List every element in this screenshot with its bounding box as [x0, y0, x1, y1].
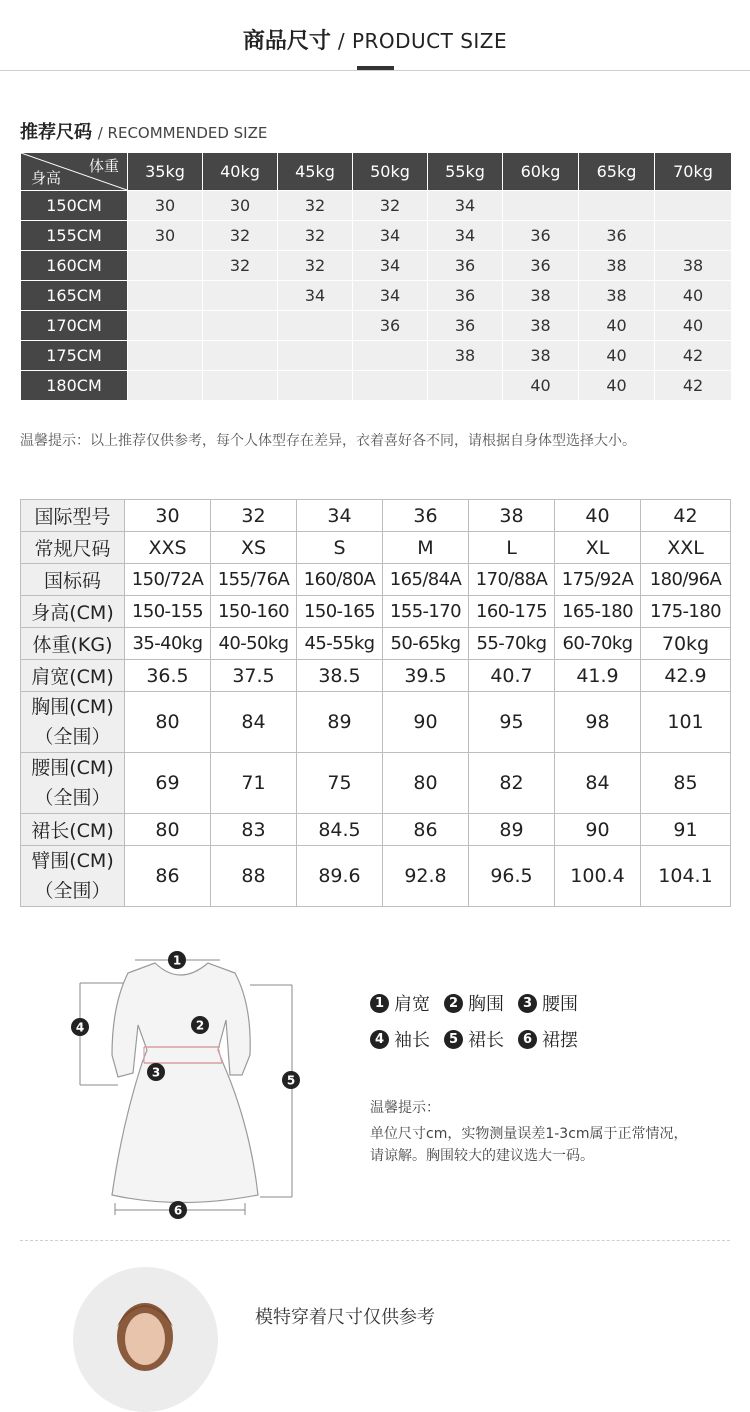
- spec-cell: 98: [555, 692, 641, 753]
- spec-cell: 150-160: [211, 596, 297, 628]
- title-en: / PRODUCT SIZE: [337, 29, 508, 53]
- recommended-size-cell: 40: [579, 311, 655, 341]
- recommended-title-zh: 推荐尺码: [20, 122, 92, 143]
- spec-cell: 30: [125, 500, 211, 532]
- recommended-size-cell: 34: [428, 221, 503, 251]
- recommended-size-cell: 34: [353, 251, 428, 281]
- spec-label-text: 肩宽(CM): [31, 666, 114, 688]
- section-divider: [20, 1240, 730, 1241]
- recommended-title: [20, 118, 267, 144]
- spec-row: [21, 532, 731, 564]
- height-label: 155CM: [21, 221, 128, 251]
- spec-cell: S: [297, 532, 383, 564]
- model-photo-icon: [73, 1267, 218, 1412]
- recommended-size-cell: 36: [353, 311, 428, 341]
- recommended-size-cell: 38: [655, 251, 732, 281]
- spec-cell: XL: [555, 532, 641, 564]
- size-spec-table: [20, 499, 731, 907]
- recommended-size-cell: [128, 371, 203, 401]
- spec-cell: 150/72A: [125, 564, 211, 596]
- title-zh: 商品尺寸: [242, 29, 331, 54]
- recommended-size-cell: 34: [278, 281, 353, 311]
- spec-label-text: 国际型号: [34, 506, 111, 528]
- spec-cell: 34: [297, 500, 383, 532]
- spec-cell: 55-70kg: [469, 628, 555, 660]
- spec-cell: 89: [297, 692, 383, 753]
- recommended-size-cell: 38: [503, 311, 579, 341]
- spec-label-text: 常规尺码: [34, 538, 111, 560]
- spec-cell: 180/96A: [641, 564, 731, 596]
- recommendation-tip: 温馨提示：以上推荐仅供参考，每个人体型存在差异，衣着喜好各不同，请根据自身体型选择大小。: [20, 433, 636, 449]
- legend-item: [518, 1026, 578, 1052]
- recommended-size-cell: 40: [579, 341, 655, 371]
- recommended-size-cell: 36: [428, 251, 503, 281]
- diagram-marker-2: [191, 1016, 209, 1034]
- recommended-size-cell: 34: [428, 191, 503, 221]
- size-row: [21, 311, 732, 341]
- spec-cell: 38.5: [297, 660, 383, 692]
- recommended-size-cell: [278, 311, 353, 341]
- recommended-size-cell: 40: [579, 371, 655, 401]
- spec-cell: 40: [555, 500, 641, 532]
- recommended-size-cell: 32: [203, 251, 278, 281]
- spec-row: [21, 846, 731, 907]
- spec-cell: 82: [469, 753, 555, 814]
- number-badge-icon: 5: [444, 1030, 463, 1049]
- height-label: 175CM: [21, 341, 128, 371]
- recommended-size-cell: [203, 341, 278, 371]
- weight-header: 70kg: [655, 153, 732, 191]
- number-badge-icon: 6: [518, 1030, 537, 1049]
- height-label: 165CM: [21, 281, 128, 311]
- number-badge-icon: 3: [518, 994, 537, 1013]
- height-label: 150CM: [21, 191, 128, 221]
- spec-row-label: [21, 500, 125, 532]
- recommended-size-cell: [203, 281, 278, 311]
- weight-header: 45kg: [278, 153, 353, 191]
- spec-row: [21, 814, 731, 846]
- spec-cell: 90: [555, 814, 641, 846]
- height-label: 170CM: [21, 311, 128, 341]
- recommended-size-cell: 38: [579, 251, 655, 281]
- corner-weight-label: 体重: [88, 157, 119, 175]
- spec-cell: 84: [211, 692, 297, 753]
- recommended-size-cell: 32: [278, 191, 353, 221]
- spec-cell: 86: [125, 846, 211, 907]
- spec-row: [21, 628, 731, 660]
- diagram-marker-1: [168, 951, 186, 969]
- recommended-size-table: [20, 152, 732, 401]
- size-row: [21, 371, 732, 401]
- spec-cell: 84.5: [297, 814, 383, 846]
- recommended-size-cell: [579, 191, 655, 221]
- marker-number: 1: [172, 953, 182, 968]
- spec-label-text: 裙长(CM): [31, 820, 114, 842]
- legend-row: [370, 985, 592, 1021]
- spec-label-text: 腰围(CM): [31, 757, 114, 779]
- recommended-size-cell: 36: [503, 221, 579, 251]
- spec-cell: 50-65kg: [383, 628, 469, 660]
- spec-cell: XS: [211, 532, 297, 564]
- spec-cell: 89: [469, 814, 555, 846]
- legend-item: [370, 990, 430, 1016]
- recommended-size-cell: [203, 311, 278, 341]
- spec-cell: M: [383, 532, 469, 564]
- recommended-size-cell: 36: [428, 311, 503, 341]
- spec-cell: 41.9: [555, 660, 641, 692]
- spec-cell: L: [469, 532, 555, 564]
- recommended-size-cell: 36: [503, 251, 579, 281]
- spec-cell: 95: [469, 692, 555, 753]
- spec-row-label: [21, 753, 125, 814]
- marker-number: 2: [195, 1018, 205, 1033]
- spec-cell: 165-180: [555, 596, 641, 628]
- spec-row-label: [21, 814, 125, 846]
- spec-cell: 35-40kg: [125, 628, 211, 660]
- recommended-size-cell: 34: [353, 281, 428, 311]
- spec-cell: 36.5: [125, 660, 211, 692]
- spec-row: [21, 753, 731, 814]
- weight-header: 65kg: [579, 153, 655, 191]
- spec-cell: 84: [555, 753, 641, 814]
- number-badge-icon: 4: [370, 1030, 389, 1049]
- spec-row: [21, 564, 731, 596]
- number-badge-icon: 1: [370, 994, 389, 1013]
- diagram-marker-5: [282, 1071, 300, 1089]
- recommended-size-cell: [353, 371, 428, 401]
- weight-header-row: [21, 153, 732, 191]
- recommended-size-cell: 36: [579, 221, 655, 251]
- spec-label-text: 国标码: [43, 570, 101, 592]
- recommended-size-cell: 42: [655, 371, 732, 401]
- spec-cell: 71: [211, 753, 297, 814]
- spec-row: [21, 500, 731, 532]
- legend-item: [444, 1026, 504, 1052]
- spec-cell: 40.7: [469, 660, 555, 692]
- recommended-size-cell: [655, 221, 732, 251]
- legend-label: 胸围: [468, 994, 504, 1015]
- legend-label: 腰围: [542, 994, 578, 1015]
- spec-row: [21, 660, 731, 692]
- spec-cell: 89.6: [297, 846, 383, 907]
- spec-label-text: 体重(KG): [32, 634, 113, 656]
- page-header: [0, 0, 750, 71]
- spec-row-label: [21, 846, 125, 907]
- spec-cell: 150-165: [297, 596, 383, 628]
- recommended-size-cell: [203, 371, 278, 401]
- weight-header: 40kg: [203, 153, 278, 191]
- spec-cell: 85: [641, 753, 731, 814]
- dress-measurement-diagram: [60, 945, 320, 1225]
- spec-cell: 160/80A: [297, 564, 383, 596]
- recommended-size-cell: 40: [655, 311, 732, 341]
- corner-height-label: 身高: [31, 169, 62, 187]
- spec-cell: XXL: [641, 532, 731, 564]
- spec-cell: 90: [383, 692, 469, 753]
- spec-row-label: [21, 532, 125, 564]
- spec-cell: 38: [469, 500, 555, 532]
- spec-cell: 42: [641, 500, 731, 532]
- spec-cell: 155/76A: [211, 564, 297, 596]
- spec-cell: 32: [211, 500, 297, 532]
- legend-label: 裙摆: [542, 1030, 578, 1051]
- recommended-size-cell: 32: [278, 221, 353, 251]
- table-corner: [21, 153, 128, 191]
- spec-label-subtext: （全围）: [34, 726, 111, 748]
- recommended-size-cell: 32: [278, 251, 353, 281]
- spec-cell: 88: [211, 846, 297, 907]
- spec-cell: 80: [125, 692, 211, 753]
- title-underline: [357, 66, 394, 70]
- recommended-size-cell: 36: [428, 281, 503, 311]
- note-title: 温馨提示：: [370, 1100, 440, 1116]
- recommended-size-cell: 38: [579, 281, 655, 311]
- spec-cell: 69: [125, 753, 211, 814]
- spec-cell: 80: [383, 753, 469, 814]
- spec-cell: XXS: [125, 532, 211, 564]
- spec-row-label: [21, 596, 125, 628]
- spec-cell: 155-170: [383, 596, 469, 628]
- spec-cell: 175-180: [641, 596, 731, 628]
- recommended-size-cell: [128, 341, 203, 371]
- spec-cell: 75: [297, 753, 383, 814]
- marker-number: 5: [286, 1073, 296, 1088]
- recommended-size-cell: [353, 341, 428, 371]
- marker-number: 3: [151, 1065, 161, 1080]
- spec-cell: 175/92A: [555, 564, 641, 596]
- legend-label: 裙长: [468, 1030, 504, 1051]
- spec-cell: 36: [383, 500, 469, 532]
- height-label: 180CM: [21, 371, 128, 401]
- recommended-size-cell: [278, 371, 353, 401]
- weight-header: 60kg: [503, 153, 579, 191]
- size-row: [21, 251, 732, 281]
- recommended-size-cell: [503, 191, 579, 221]
- recommended-size-cell: 38: [503, 281, 579, 311]
- recommended-size-cell: 30: [128, 221, 203, 251]
- spec-cell: 170/88A: [469, 564, 555, 596]
- model-avatar: [73, 1267, 218, 1412]
- model-caption: 模特穿着尺寸仅供参考: [255, 1307, 435, 1328]
- spec-cell: 86: [383, 814, 469, 846]
- spec-label-subtext: （全围）: [34, 787, 111, 809]
- legend-label: 袖长: [394, 1030, 430, 1051]
- recommended-size-cell: 38: [428, 341, 503, 371]
- spec-cell: 92.8: [383, 846, 469, 907]
- recommended-size-cell: 32: [353, 191, 428, 221]
- spec-cell: 60-70kg: [555, 628, 641, 660]
- size-row: [21, 281, 732, 311]
- spec-cell: 91: [641, 814, 731, 846]
- recommended-size-cell: 40: [655, 281, 732, 311]
- recommended-size-cell: [128, 251, 203, 281]
- marker-number: 4: [75, 1020, 85, 1035]
- diagram-marker-6: [169, 1201, 187, 1219]
- size-row: [21, 191, 732, 221]
- spec-cell: 100.4: [555, 846, 641, 907]
- recommended-size-cell: [655, 191, 732, 221]
- recommended-size-cell: [278, 341, 353, 371]
- spec-label-text: 臂围(CM): [31, 850, 114, 872]
- recommended-size-cell: 30: [203, 191, 278, 221]
- marker-number: 6: [173, 1203, 183, 1218]
- diagram-marker-3: [147, 1063, 165, 1081]
- spec-row: [21, 692, 731, 753]
- recommended-size-cell: [128, 311, 203, 341]
- spec-cell: 40-50kg: [211, 628, 297, 660]
- height-label: 160CM: [21, 251, 128, 281]
- diagram-marker-4: [71, 1018, 89, 1036]
- spec-cell: 101: [641, 692, 731, 753]
- spec-cell: 80: [125, 814, 211, 846]
- size-row: [21, 341, 732, 371]
- spec-cell: 160-175: [469, 596, 555, 628]
- legend-item: [444, 990, 504, 1016]
- spec-cell: 42.9: [641, 660, 731, 692]
- weight-header: 50kg: [353, 153, 428, 191]
- legend-row: [370, 1021, 592, 1057]
- spec-cell: 39.5: [383, 660, 469, 692]
- legend-item: [518, 990, 578, 1016]
- recommended-title-en: / RECOMMENDED SIZE: [97, 124, 268, 142]
- spec-row-label: [21, 692, 125, 753]
- weight-header: 55kg: [428, 153, 503, 191]
- note-body: 单位尺寸cm，实物测量误差1-3cm属于正常情况，请谅解。胸围较大的建议选大一码。: [370, 1126, 688, 1164]
- legend-item: [370, 1026, 430, 1052]
- recommended-size-cell: [128, 281, 203, 311]
- spec-row-label: [21, 564, 125, 596]
- recommended-size-cell: 38: [503, 341, 579, 371]
- spec-cell: 96.5: [469, 846, 555, 907]
- spec-label-text: 身高(CM): [31, 602, 114, 624]
- spec-label-subtext: （全围）: [34, 880, 111, 902]
- weight-header: 35kg: [128, 153, 203, 191]
- recommended-size-cell: 34: [353, 221, 428, 251]
- recommended-size-cell: 30: [128, 191, 203, 221]
- recommended-size-cell: 42: [655, 341, 732, 371]
- spec-row: [21, 596, 731, 628]
- legend-label: 肩宽: [394, 994, 430, 1015]
- spec-row-label: [21, 628, 125, 660]
- spec-cell: 70kg: [641, 628, 731, 660]
- spec-cell: 37.5: [211, 660, 297, 692]
- measurement-legend: [370, 985, 592, 1057]
- recommended-size-cell: 40: [503, 371, 579, 401]
- number-badge-icon: 2: [444, 994, 463, 1013]
- spec-label-text: 胸围(CM): [31, 696, 114, 718]
- spec-cell: 150-155: [125, 596, 211, 628]
- size-row: [21, 221, 732, 251]
- spec-row-label: [21, 660, 125, 692]
- spec-cell: 104.1: [641, 846, 731, 907]
- recommended-size-cell: [428, 371, 503, 401]
- page-title: [0, 24, 750, 55]
- spec-cell: 83: [211, 814, 297, 846]
- recommended-size-cell: 32: [203, 221, 278, 251]
- spec-cell: 45-55kg: [297, 628, 383, 660]
- spec-cell: 165/84A: [383, 564, 469, 596]
